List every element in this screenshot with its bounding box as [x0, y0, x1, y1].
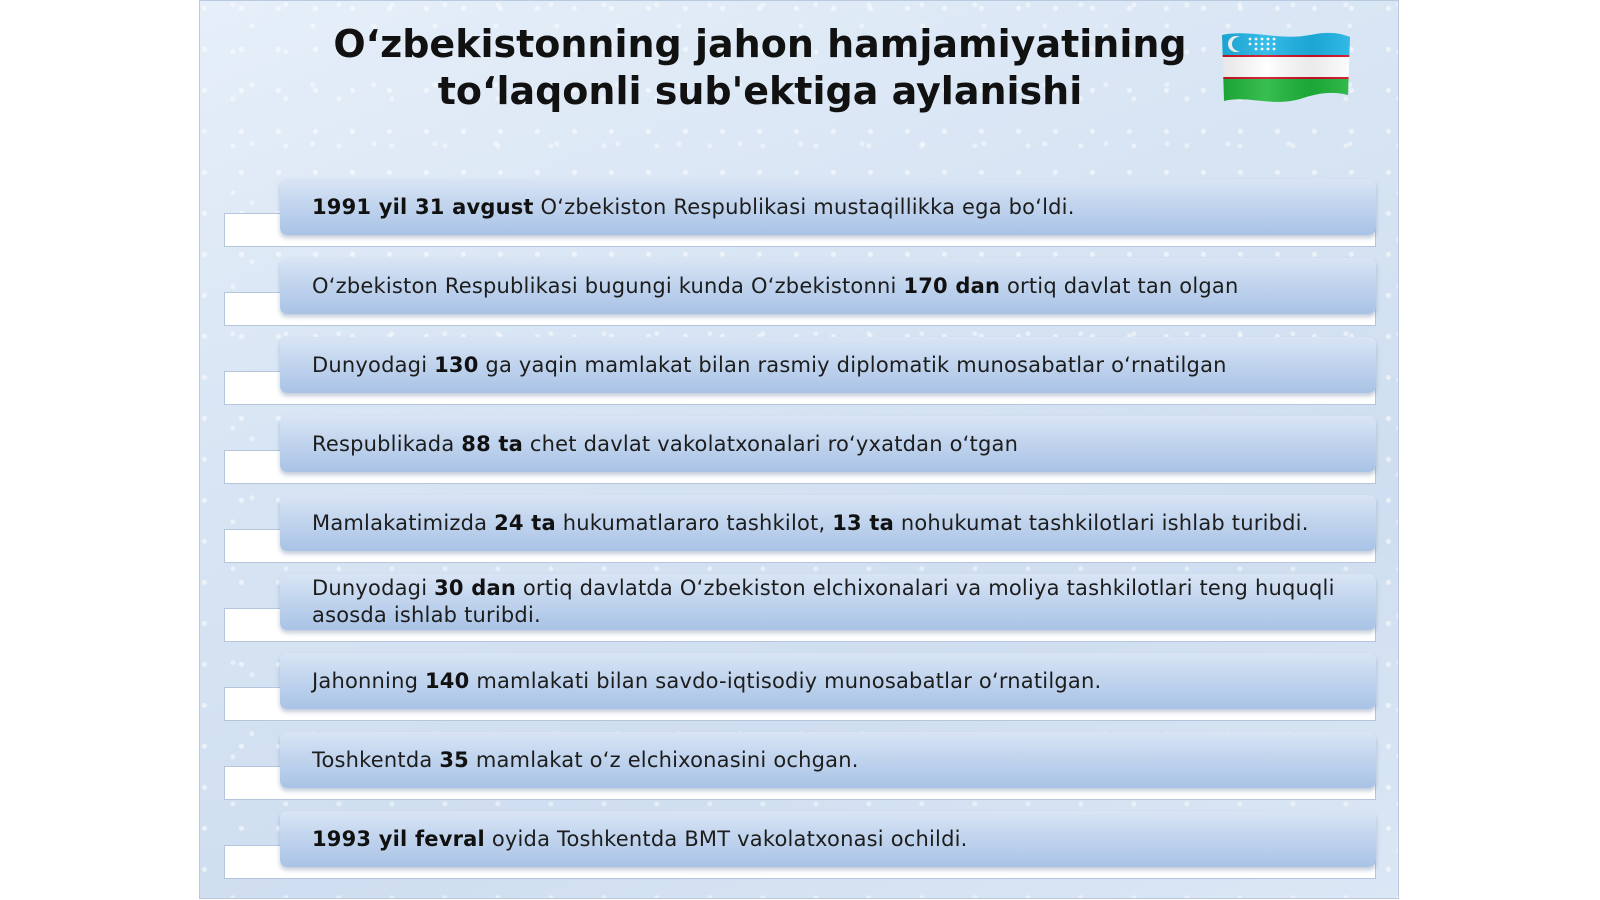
fact-item-text-inner [312, 431, 1018, 458]
fact-item-text [312, 337, 1362, 393]
fact-item-text [312, 574, 1362, 630]
fact-highlight: 30 dan [434, 576, 516, 600]
fact-highlight: 130 [434, 352, 479, 377]
fact-text: ortiq davlatda O‘zbekiston elchixonalari va moliya tashkilotlari teng huquqli asosda ishlab turibdi. [312, 576, 1335, 627]
fact-item-text [312, 416, 1362, 472]
fact-text: O‘zbekiston Respublikasi mustaqillikka ega bo‘ldi. [533, 194, 1075, 219]
fact-item-text [312, 495, 1362, 551]
slide-title-line-2: to‘laqonli sub'ektiga aylanishi [437, 69, 1083, 113]
fact-item-text-inner [312, 668, 1101, 695]
fact-item-text [312, 179, 1362, 235]
fact-highlight: 13 ta [832, 510, 894, 535]
fact-item [200, 179, 1400, 259]
fact-text: mamlakat o‘z elchixonasini ochgan. [468, 747, 859, 772]
fact-text: Dunyodagi [312, 352, 435, 377]
fact-text: Dunyodagi [312, 576, 435, 600]
fact-text: hukumatlararo tashkilot, [555, 510, 833, 535]
fact-highlight: 88 ta [461, 431, 524, 456]
fact-text: nohukumat tashkilotlari ishlab turibdi. [893, 510, 1309, 535]
fact-item-text-inner [312, 352, 1227, 379]
fact-item-text-inner [312, 747, 859, 774]
fact-item-text [312, 811, 1362, 867]
fact-item [200, 495, 1400, 575]
fact-item-text [312, 732, 1362, 788]
fact-item [200, 653, 1400, 733]
fact-item [200, 732, 1400, 812]
slide-title-line-1: O‘zbekistonning jahon hamjamiyatining [333, 22, 1187, 66]
fact-text: ga yaqin mamlakat bilan rasmiy diplomatik munosabatlar o‘rnatilgan [478, 352, 1227, 377]
fact-item [200, 416, 1400, 496]
slide [199, 0, 1399, 899]
fact-highlight: 170 dan [903, 273, 1001, 298]
fact-text: Respublikada [312, 431, 462, 456]
fact-highlight: 24 ta [494, 510, 556, 535]
fact-item-text-inner [312, 273, 1238, 300]
fact-highlight: 1993 yil fevral [312, 826, 485, 851]
fact-highlight: 35 [439, 747, 469, 772]
facts-list [200, 1, 1400, 900]
fact-item [200, 811, 1400, 891]
fact-item-text-inner [312, 194, 1075, 221]
fact-item-text-inner [312, 575, 1362, 629]
fact-text: O‘zbekiston Respublikasi bugungi kunda O‘zbekistonni [312, 273, 904, 298]
fact-item [200, 258, 1400, 338]
fact-text: oyida Toshkentda BMT vakolatxonasi ochildi. [484, 826, 968, 851]
fact-highlight: 140 [425, 668, 470, 693]
fact-item [200, 337, 1400, 417]
fact-text: Toshkentda [312, 747, 440, 772]
fact-text: chet davlat vakolatxonalari ro‘yxatdan o‘tgan [523, 431, 1019, 456]
fact-item-text [312, 653, 1362, 709]
fact-text: mamlakati bilan savdo-iqtisodiy munosabatlar o‘rnatilgan. [469, 668, 1102, 693]
fact-item-text-inner [312, 826, 968, 853]
fact-text: ortiq davlat tan olgan [1000, 273, 1239, 298]
fact-item-text-inner [312, 510, 1309, 537]
fact-highlight: 1991 yil 31 avgust [312, 194, 534, 219]
fact-item-text [312, 258, 1362, 314]
fact-text: Mamlakatimizda [312, 510, 495, 535]
fact-text: Jahonning [312, 668, 425, 693]
fact-item [200, 574, 1400, 654]
